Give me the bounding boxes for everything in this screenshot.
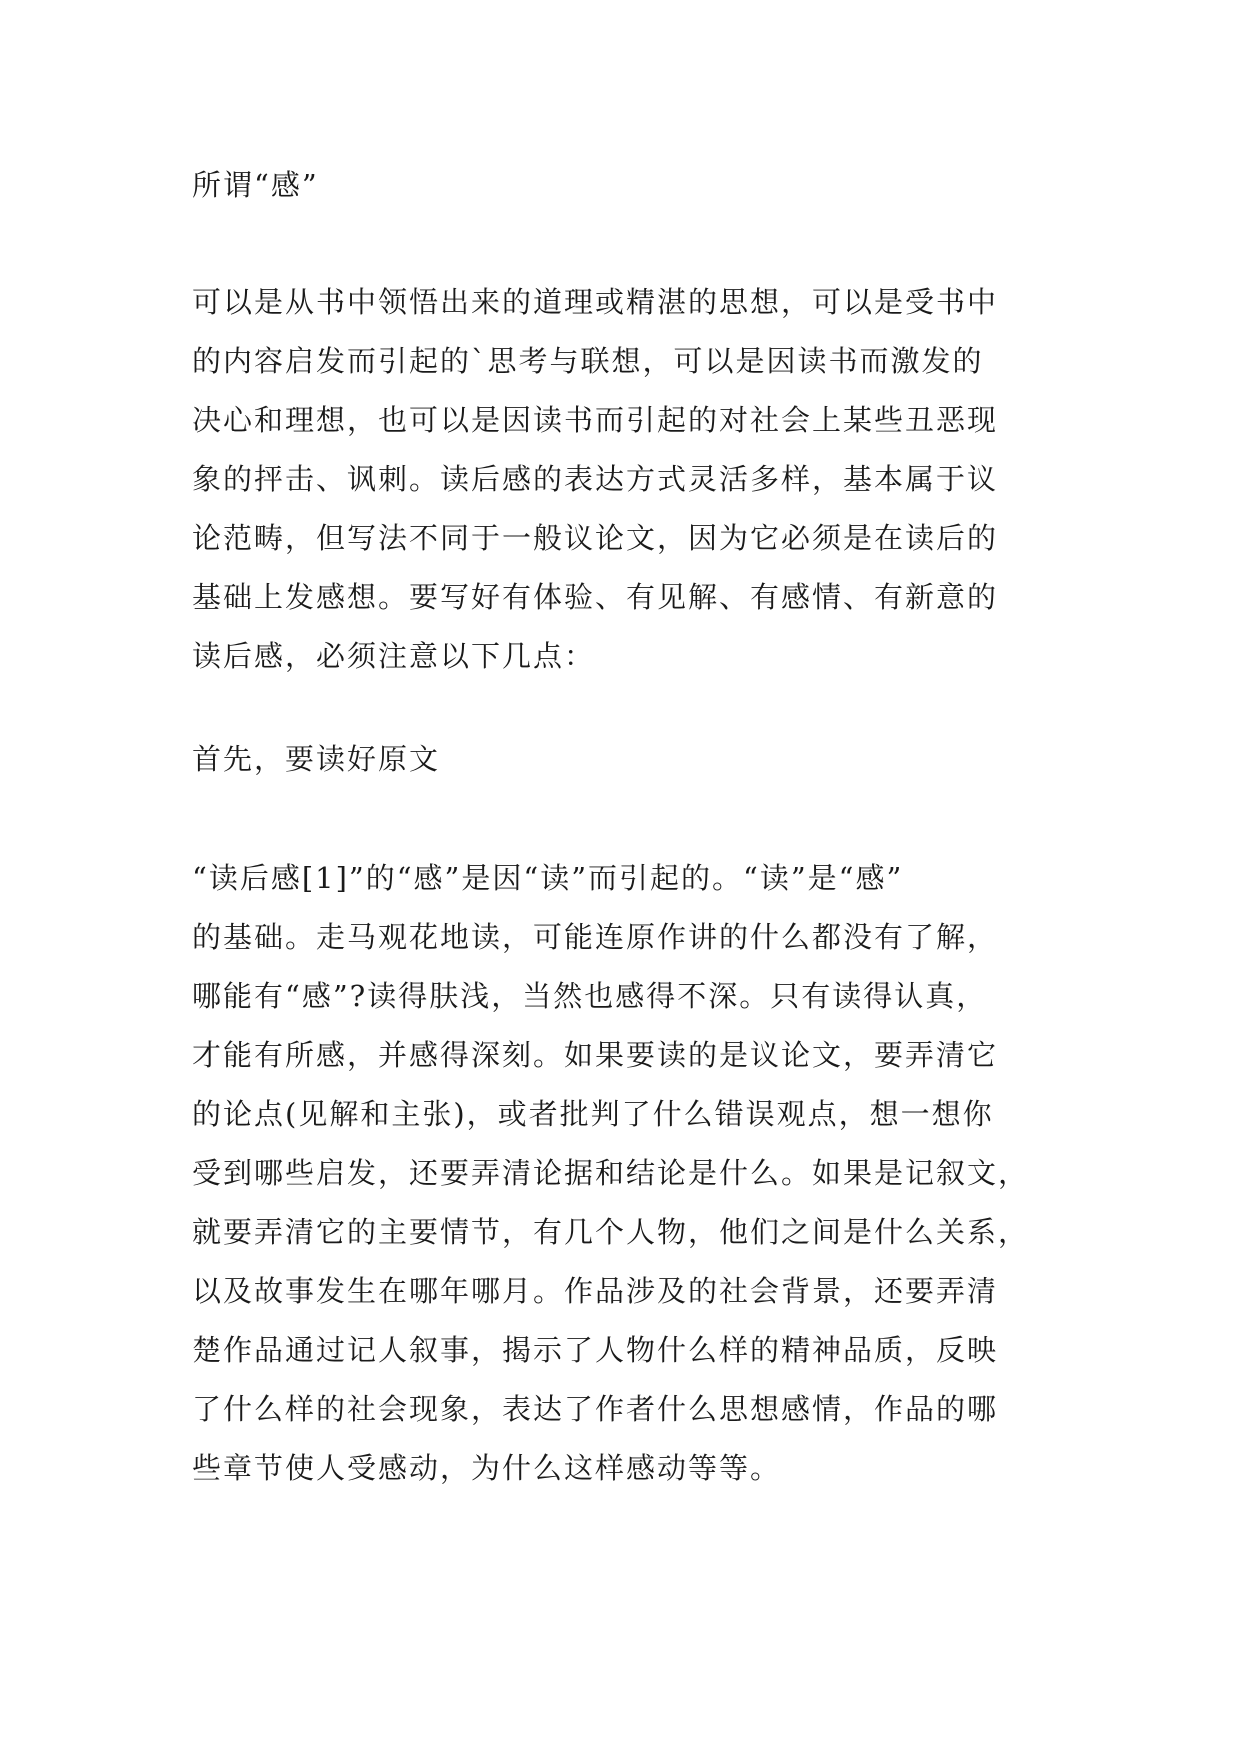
section-heading-2 [192, 730, 1060, 789]
paragraph-line: 决心和理想，也可以是因读书而引起的对社会上某些丑恶现 [192, 403, 999, 437]
paragraph-line: 受到哪些启发，还要弄清论据和结论是什么。如果是记叙文， [192, 1156, 1030, 1190]
paragraph-line: 些章节使人受感动，为什么这样感动等等。 [192, 1451, 782, 1485]
paragraph-line: “读后感[1]”的“感”是因“读”而引起的。“读”是“感” [192, 861, 904, 895]
paragraph-line: 哪能有“感”?读得肤浅，当然也感得不深。只有读得认真， [192, 979, 988, 1013]
paragraph-line: 象的抨击、讽刺。读后感的表达方式灵活多样，基本属于议 [192, 462, 999, 496]
paragraph-line: 的论点(见解和主张)，或者批判了什么错误观点，想一想你 [192, 1097, 994, 1131]
paragraph-line: 可以是从书中领悟出来的道理或精湛的思想，可以是受书中 [192, 285, 999, 319]
paragraph-line: 的内容启发而引起的`思考与联想，可以是因读书而激发的 [192, 344, 984, 378]
paragraph-line: 论范畴，但写法不同于一般议论文，因为它必须是在读后的 [192, 521, 999, 555]
paragraph-line: 以及故事发生在哪年哪月。作品涉及的社会背景，还要弄清 [192, 1274, 999, 1308]
paragraph-1 [192, 273, 1060, 686]
paragraph-2 [192, 849, 1060, 1498]
paragraph-line: 基础上发感想。要写好有体验、有见解、有感情、有新意的 [192, 580, 999, 614]
heading-line: 所谓“感” [192, 168, 319, 202]
paragraph-line: 读后感，必须注意以下几点： [192, 639, 596, 673]
paragraph-line: 了什么样的社会现象，表达了作者什么思想感情，作品的哪 [192, 1392, 999, 1426]
heading-line: 首先，要读好原文 [192, 742, 441, 776]
paragraph-line: 就要弄清它的主要情节，有几个人物，他们之间是什么关系， [192, 1215, 1030, 1249]
paragraph-line: 楚作品通过记人叙事，揭示了人物什么样的精神品质，反映 [192, 1333, 999, 1367]
paragraph-line: 的基础。走马观花地读，可能连原作讲的什么都没有了解， [192, 920, 999, 954]
section-heading-1 [192, 156, 1060, 215]
paragraph-line: 才能有所感，并感得深刻。如果要读的是议论文，要弄清它 [192, 1038, 999, 1072]
